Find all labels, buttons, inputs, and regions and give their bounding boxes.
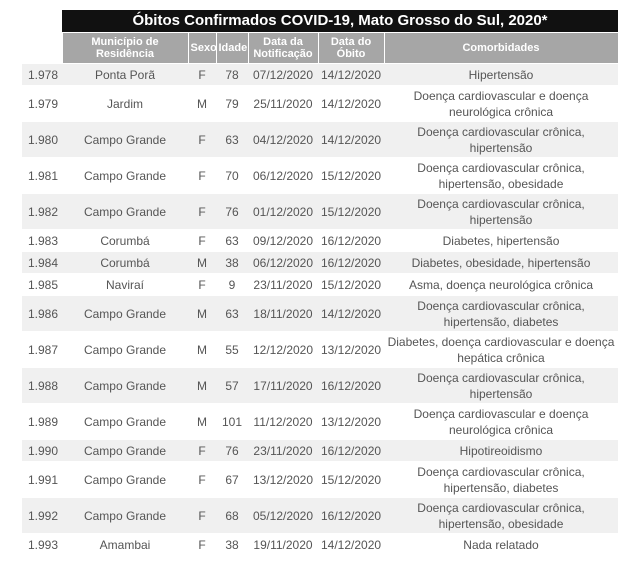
table-title: Óbitos Confirmados COVID-19, Mato Grosso do Sul, 2020*: [62, 10, 618, 32]
row-number: 1.978: [22, 64, 62, 86]
row-number: 1.989: [22, 404, 62, 440]
cell-data-notificacao: 19/11/2020: [248, 534, 318, 556]
cell-municipio: Corumbá: [62, 252, 188, 274]
cell-data-notificacao: 25/11/2020: [248, 86, 318, 122]
cell-sexo: M: [188, 332, 216, 368]
cell-comorbidades: Hipotireoidismo: [384, 440, 618, 462]
header-comorbidades: Comorbidades: [384, 33, 618, 64]
cell-data-notificacao: 17/11/2020: [248, 368, 318, 404]
table-row: [22, 462, 618, 498]
cell-sexo: M: [188, 368, 216, 404]
row-number: 1.979: [22, 86, 62, 122]
cell-sexo: F: [188, 122, 216, 158]
cell-comorbidades: Doença cardiovascular crônica, hipertensão, diabetes: [384, 296, 618, 332]
header-row: [22, 33, 618, 64]
cell-municipio: Jardim: [62, 86, 188, 122]
cell-data-obito: 16/12/2020: [318, 230, 384, 252]
cell-data-notificacao: 09/12/2020: [248, 230, 318, 252]
cell-data-obito: 14/12/2020: [318, 534, 384, 556]
cell-comorbidades: Doença cardiovascular crônica, hipertensão, obesidade: [384, 158, 618, 194]
cell-sexo: F: [188, 498, 216, 534]
cell-data-obito: 14/12/2020: [318, 64, 384, 86]
table-row: [22, 194, 618, 230]
cell-sexo: M: [188, 86, 216, 122]
cell-sexo: M: [188, 296, 216, 332]
cell-sexo: F: [188, 274, 216, 296]
cell-data-obito: 13/12/2020: [318, 404, 384, 440]
cell-comorbidades: Doença cardiovascular crônica, hipertensão, diabetes: [384, 462, 618, 498]
row-number: 1.988: [22, 368, 62, 404]
cell-data-notificacao: 18/11/2020: [248, 296, 318, 332]
cell-comorbidades: Doença cardiovascular crônica, hipertensão: [384, 194, 618, 230]
header-sexo: Sexo: [188, 33, 216, 64]
cell-comorbidades: Doença cardiovascular e doença neurológica crônica: [384, 86, 618, 122]
cell-sexo: F: [188, 194, 216, 230]
table-row: [22, 230, 618, 252]
cell-idade: 67: [216, 462, 248, 498]
table-row: [22, 440, 618, 462]
cell-data-notificacao: 07/12/2020: [248, 64, 318, 86]
cell-comorbidades: Diabetes, doença cardiovascular e doença hepática crônica: [384, 332, 618, 368]
cell-data-obito: 14/12/2020: [318, 122, 384, 158]
cell-comorbidades: Doença cardiovascular e doença neurológica crônica: [384, 404, 618, 440]
cell-idade: 57: [216, 368, 248, 404]
cell-data-obito: 15/12/2020: [318, 194, 384, 230]
cell-sexo: F: [188, 440, 216, 462]
row-number: 1.980: [22, 122, 62, 158]
table-row: [22, 368, 618, 404]
cell-data-notificacao: 23/11/2020: [248, 440, 318, 462]
cell-data-notificacao: 04/12/2020: [248, 122, 318, 158]
row-number: 1.982: [22, 194, 62, 230]
table-row: [22, 86, 618, 122]
cell-data-obito: 16/12/2020: [318, 252, 384, 274]
cell-data-notificacao: 06/12/2020: [248, 252, 318, 274]
cell-data-obito: 15/12/2020: [318, 274, 384, 296]
covid-deaths-report: [22, 10, 618, 555]
table-row: [22, 534, 618, 556]
cell-data-notificacao: 23/11/2020: [248, 274, 318, 296]
row-number: 1.984: [22, 252, 62, 274]
cell-comorbidades: Doença cardiovascular crônica, hipertensão: [384, 122, 618, 158]
cell-municipio: Campo Grande: [62, 368, 188, 404]
cell-municipio: Campo Grande: [62, 332, 188, 368]
cell-municipio: Corumbá: [62, 230, 188, 252]
table-body: [22, 64, 618, 556]
cell-sexo: F: [188, 462, 216, 498]
cell-municipio: Campo Grande: [62, 296, 188, 332]
cell-municipio: Campo Grande: [62, 404, 188, 440]
cell-comorbidades: Hipertensão: [384, 64, 618, 86]
cell-sexo: F: [188, 158, 216, 194]
cell-data-notificacao: 12/12/2020: [248, 332, 318, 368]
cell-sexo: F: [188, 64, 216, 86]
row-number: 1.987: [22, 332, 62, 368]
cell-idade: 9: [216, 274, 248, 296]
row-number: 1.990: [22, 440, 62, 462]
row-number: 1.993: [22, 534, 62, 556]
cell-idade: 76: [216, 194, 248, 230]
cell-idade: 76: [216, 440, 248, 462]
cell-municipio: Campo Grande: [62, 194, 188, 230]
cell-municipio: Campo Grande: [62, 462, 188, 498]
cell-data-obito: 13/12/2020: [318, 332, 384, 368]
table-row: [22, 122, 618, 158]
cell-municipio: Campo Grande: [62, 158, 188, 194]
cell-comorbidades: Diabetes, obesidade, hipertensão: [384, 252, 618, 274]
cell-idade: 101: [216, 404, 248, 440]
cell-data-obito: 15/12/2020: [318, 158, 384, 194]
table-row: [22, 404, 618, 440]
cell-idade: 63: [216, 230, 248, 252]
cell-idade: 63: [216, 122, 248, 158]
row-number: 1.983: [22, 230, 62, 252]
cell-comorbidades: Nada relatado: [384, 534, 618, 556]
cell-comorbidades: Asma, doença neurológica crônica: [384, 274, 618, 296]
cell-municipio: Ponta Porã: [62, 64, 188, 86]
row-number: 1.992: [22, 498, 62, 534]
header-data-obito: Data do Óbito: [318, 33, 384, 64]
cell-sexo: M: [188, 404, 216, 440]
cell-sexo: M: [188, 252, 216, 274]
row-number: 1.981: [22, 158, 62, 194]
header-municipio: Município de Residência: [62, 33, 188, 64]
cell-comorbidades: Diabetes, hipertensão: [384, 230, 618, 252]
cell-data-obito: 14/12/2020: [318, 86, 384, 122]
table-row: [22, 158, 618, 194]
header-data-notificacao: Data da Notificação: [248, 33, 318, 64]
cell-idade: 79: [216, 86, 248, 122]
cell-comorbidades: Doença cardiovascular crônica, hipertensão: [384, 368, 618, 404]
cell-data-obito: 16/12/2020: [318, 440, 384, 462]
cell-municipio: Naviraí: [62, 274, 188, 296]
cell-idade: 38: [216, 534, 248, 556]
cell-idade: 38: [216, 252, 248, 274]
row-number: 1.986: [22, 296, 62, 332]
cell-sexo: F: [188, 534, 216, 556]
cell-idade: 70: [216, 158, 248, 194]
cell-municipio: Campo Grande: [62, 440, 188, 462]
cell-data-obito: 15/12/2020: [318, 462, 384, 498]
table-row: [22, 296, 618, 332]
row-number: 1.985: [22, 274, 62, 296]
table-row: [22, 274, 618, 296]
cell-idade: 78: [216, 64, 248, 86]
cell-data-notificacao: 06/12/2020: [248, 158, 318, 194]
cell-sexo: F: [188, 230, 216, 252]
cell-idade: 63: [216, 296, 248, 332]
table-row: [22, 498, 618, 534]
cell-municipio: Campo Grande: [62, 498, 188, 534]
cell-municipio: Campo Grande: [62, 122, 188, 158]
table-row: [22, 64, 618, 86]
cell-data-obito: 14/12/2020: [318, 296, 384, 332]
table-row: [22, 332, 618, 368]
cell-idade: 55: [216, 332, 248, 368]
cell-comorbidades: Doença cardiovascular crônica, hipertensão, obesidade: [384, 498, 618, 534]
header-idade: Idade: [216, 33, 248, 64]
cell-data-obito: 16/12/2020: [318, 498, 384, 534]
table-row: [22, 252, 618, 274]
cell-data-obito: 16/12/2020: [318, 368, 384, 404]
deaths-table: [22, 32, 619, 555]
header-index: [22, 33, 62, 64]
cell-municipio: Amambai: [62, 534, 188, 556]
cell-data-notificacao: 11/12/2020: [248, 404, 318, 440]
cell-data-notificacao: 05/12/2020: [248, 498, 318, 534]
cell-idade: 68: [216, 498, 248, 534]
row-number: 1.991: [22, 462, 62, 498]
cell-data-notificacao: 01/12/2020: [248, 194, 318, 230]
cell-data-notificacao: 13/12/2020: [248, 462, 318, 498]
